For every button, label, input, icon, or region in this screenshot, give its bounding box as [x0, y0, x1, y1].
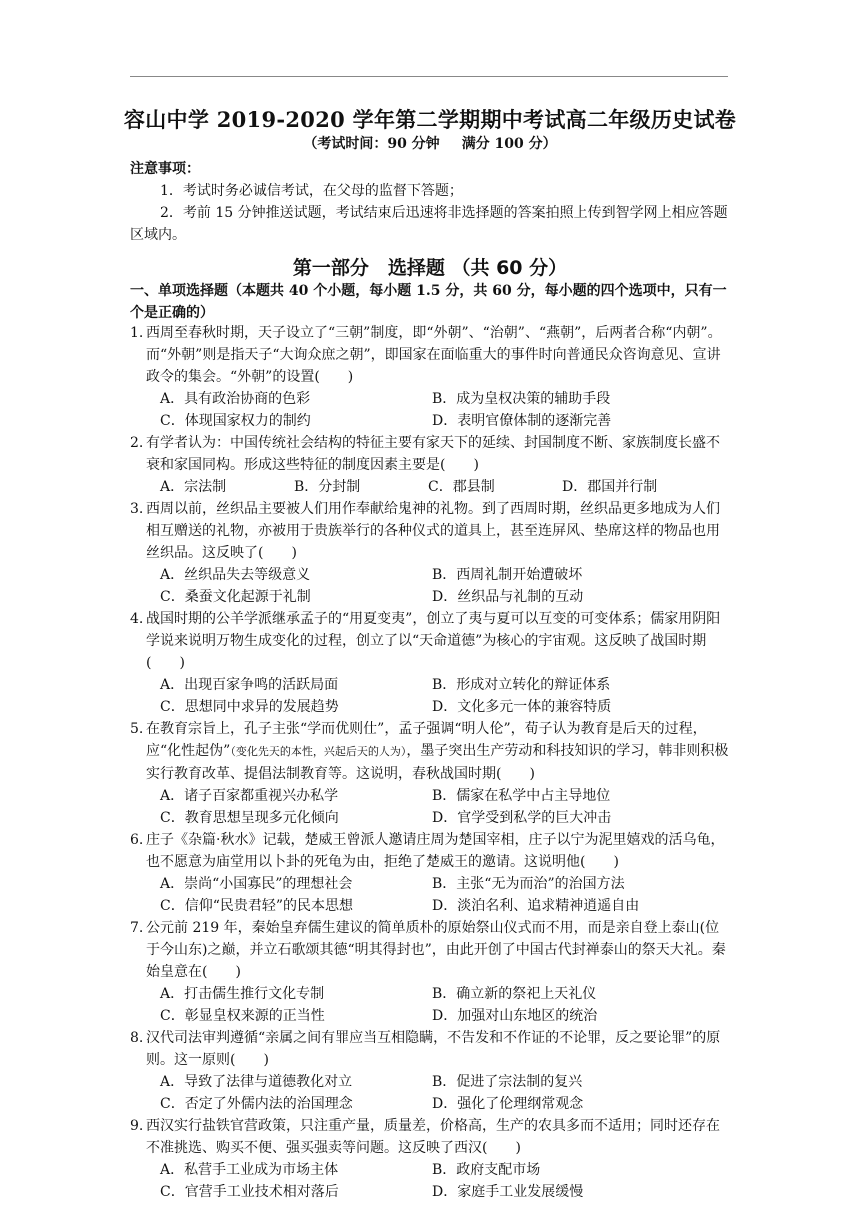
header-rule — [130, 76, 728, 77]
question-8 — [130, 1027, 730, 1115]
option-b: B．形成对立转化的辩证体系 — [432, 677, 611, 693]
option-d: D．文化多元一体的兼容特质 — [432, 699, 612, 715]
option-c: C．郡县制 — [428, 479, 495, 495]
question-6 — [130, 829, 730, 917]
question-stem: 在教育宗旨上，孔子主张“学而优则仕”，孟子强调“明人伦”，荀子认为教育是后天的过程，应“化性起伪” — [146, 721, 707, 759]
question-number: 7. — [130, 920, 144, 936]
option-a: A．具有政治协商的色彩 — [160, 391, 311, 407]
question-stem: 西周以前，丝织品主要被人们用作奉献给鬼神的礼物。到了西周时期，丝织品更多地成为人们相互赠送的礼物，亦被用于贵族举行的各种仪式的道具上，甚至连屏风、垫席这样的物品也用丝织品。这反映了( ) — [146, 501, 720, 561]
option-b: B．主张“无为而治”的治国方法 — [432, 876, 625, 892]
option-a: A．导致了法律与道德教化对立 — [160, 1074, 353, 1090]
question-number: 5. — [130, 721, 144, 737]
option-a: A．丝织品失去等级意义 — [160, 567, 311, 583]
option-d: D．淡泊名利、追求精神逍遥自由 — [432, 898, 640, 914]
question-stem-note: （变化先天的本性，兴起后天的人为） — [230, 745, 407, 758]
question-number: 2. — [130, 435, 144, 451]
option-d: D．强化了伦理纲常观念 — [432, 1096, 584, 1112]
option-c: C．体现国家权力的制约 — [160, 413, 311, 429]
note-item: 2．考前 15 分钟推送试题，考试结束后迅速将非选择题的答案拍照上传到智学网上相应答题区域内。 — [130, 205, 728, 243]
exam-subtitle — [0, 133, 860, 153]
option-d: D．官学受到私学的巨大冲击 — [432, 810, 612, 826]
question-stem: 公元前 219 年，秦始皇弃儒生建议的简单质朴的原始祭山仪式而不用，而是亲自登上泰山(位于今山东)之巅，并立石歌颂其德“明其得封也”，由此开创了中国古代封禅泰山的祭天大礼。秦始皇意在( ) — [146, 920, 726, 980]
notes-block — [130, 158, 730, 246]
exam-title: 容山中学 2019-2020 学年第二学期期中考试高二年级历史试卷 — [123, 107, 737, 132]
section-instructions: 一、单项选择题（本题共 40 个小题，每小题 1.5 分，共 60 分，每小题的四个选项中，只有一个是正确的） — [130, 283, 727, 321]
question-stem: 西周至春秋时期，天子设立了“三朝”制度，即“外朝”、“治朝”、“燕朝”，后两者合称“内朝”。而“外朝”则是指天子“大询众庶之朝”，即国家在面临重大的事件时向普通民众咨询意见、宣讲政令的集会。“外朝”的设置( ) — [146, 325, 722, 385]
option-b: B．政府支配市场 — [432, 1162, 541, 1178]
option-c: C．桑蚕文化起源于礼制 — [160, 589, 311, 605]
option-d: D．家庭手工业发展缓慢 — [432, 1184, 584, 1200]
option-d: D．丝织品与礼制的互动 — [432, 589, 584, 605]
option-b: B．确立新的祭祀上天礼仪 — [432, 986, 597, 1002]
option-c: C．教育思想呈现多元化倾向 — [160, 810, 339, 826]
option-a: A．崇尚“小国寡民”的理想社会 — [160, 876, 353, 892]
option-b: B．儒家在私学中占主导地位 — [432, 788, 611, 804]
question-number: 6. — [130, 832, 144, 848]
option-a: A．私营手工业成为市场主体 — [160, 1162, 339, 1178]
note-item: 1．考试时务必诚信考试，在父母的监督下答题； — [160, 183, 463, 199]
question-stem: 汉代司法审判遵循“亲属之间有罪应当互相隐瞒，不告发和不作证的不论罪，反之要论罪”的原则。这一原则( ) — [146, 1030, 721, 1068]
question-stem: ，墨子突出生产劳动和科技知识的学习，韩非则积极实行教育改革、提倡法制教育等。这说明，春秋战国时期( ) — [146, 743, 729, 782]
question-7 — [130, 917, 730, 1027]
section-title: 第一部分 选择题 （共 60 分） — [292, 257, 568, 279]
exam-score: 满分 100 分） — [461, 136, 557, 152]
option-d: D．郡国并行制 — [562, 479, 658, 495]
question-2 — [130, 432, 730, 498]
option-b: B．成为皇权决策的辅助手段 — [432, 391, 611, 407]
option-c: C．信仰“民贵君轻”的民本思想 — [160, 898, 354, 914]
option-d: D．表明官僚体制的逐渐完善 — [432, 413, 612, 429]
exam-time: （考试时间：90 分钟 — [303, 136, 440, 152]
question-number: 9. — [130, 1118, 144, 1134]
option-a: A．诸子百家都重视兴办私学 — [160, 788, 339, 804]
notes-heading: 注意事项： — [130, 161, 200, 177]
question-stem: 西汉实行盐铁官营政策，只注重产量，质量差，价格高，生产的农具多而不适用；同时还存在不准挑选、购买不便、强买强卖等问题。这反映了西汉( ) — [146, 1118, 720, 1156]
option-b: B．促进了宗法制的复兴 — [432, 1074, 583, 1090]
option-c: C．官营手工业技术相对落后 — [160, 1184, 339, 1200]
option-a: A．出现百家争鸣的活跃局面 — [160, 677, 339, 693]
option-b: B．分封制 — [294, 479, 361, 495]
option-a: A．宗法制 — [160, 479, 227, 495]
question-1 — [130, 322, 730, 432]
question-number: 1. — [130, 325, 144, 341]
option-b: B．西周礼制开始遭破坏 — [432, 567, 583, 583]
question-number: 8. — [130, 1030, 144, 1046]
question-list — [130, 322, 730, 1203]
option-c: C．彰显皇权来源的正当性 — [160, 1008, 325, 1024]
question-4 — [130, 608, 730, 718]
option-d: D．加强对山东地区的统治 — [432, 1008, 598, 1024]
option-c: C．否定了外儒内法的治国理念 — [160, 1096, 353, 1112]
question-stem: 战国时期的公羊学派继承孟子的“用夏变夷”，创立了夷与夏可以互变的可变体系；儒家用阴阳学说来说明万物生成变化的过程，创立了以“天命道德”为核心的宇宙观。这反映了战国时期( ) — [146, 611, 721, 671]
option-c: C．思想同中求异的发展趋势 — [160, 699, 339, 715]
question-number: 3. — [130, 501, 144, 517]
question-9 — [130, 1115, 730, 1203]
question-3 — [130, 498, 730, 608]
question-number: 4. — [130, 611, 144, 627]
option-a: A．打击儒生推行文化专制 — [160, 986, 325, 1002]
question-stem: 庄子《杂篇·秋水》记载，楚威王曾派人邀请庄周为楚国宰相，庄子以宁为泥里嬉戏的活乌龟，也不愿意为庙堂用以卜卦的死龟为由，拒绝了楚威王的邀请。这说明他( ) — [146, 832, 725, 870]
question-5 — [130, 718, 730, 829]
question-stem: 有学者认为：中国传统社会结构的特征主要有家天下的延续、封国制度不断、家族制度长盛不衰和家国同构。形成这些特征的制度因素主要是( ) — [146, 435, 720, 473]
